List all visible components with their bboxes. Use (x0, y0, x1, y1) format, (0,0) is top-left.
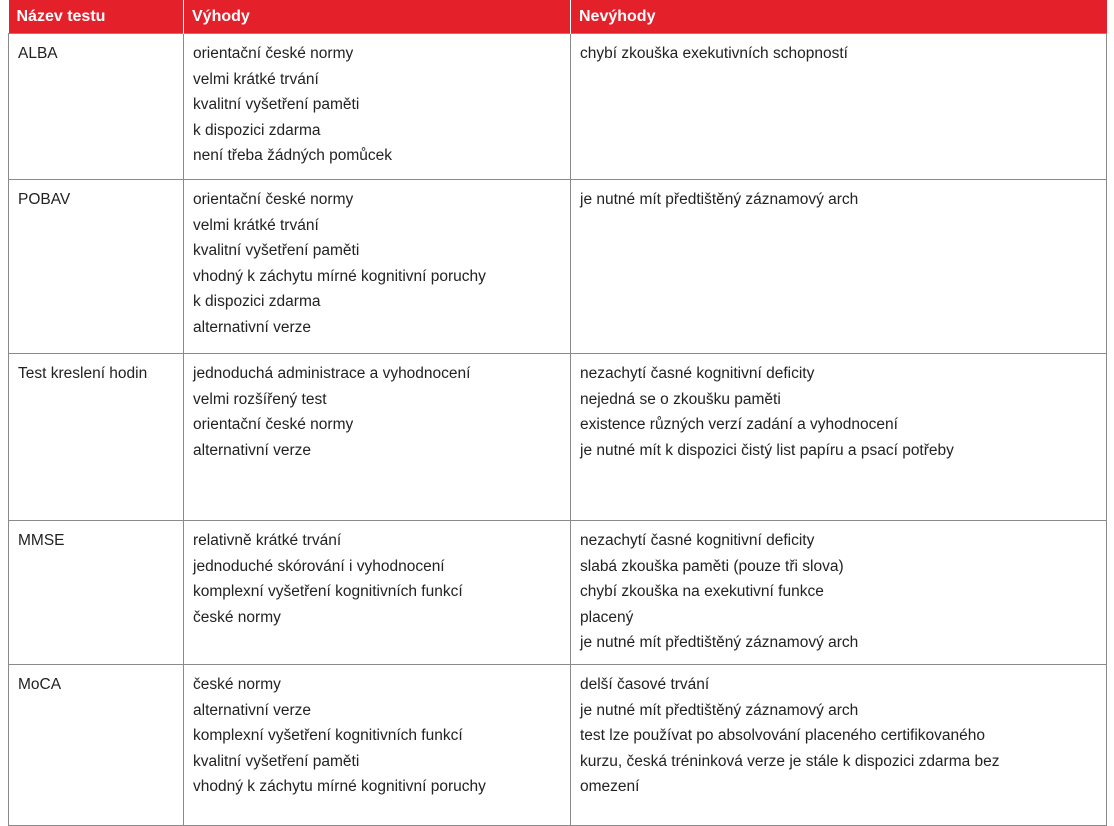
disadvantage-item: placený (580, 608, 634, 626)
advantage-item: k dispozici zdarma (193, 293, 321, 311)
advantage-item: české normy (193, 608, 281, 626)
advantage-item: vhodný k záchytu mírné kognitivní poruchy (193, 267, 486, 285)
advantage-item: vhodný k záchytu mírné kognitivní poruchy (193, 778, 486, 796)
header-row (9, 0, 1107, 34)
test-name-cell: MoCA (9, 665, 184, 826)
advantage-item: velmi krátké trvání (193, 70, 319, 88)
disadvantage-item: chybí zkouška exekutivních schopností (580, 45, 848, 62)
advantage-item: orientační české normy (193, 191, 354, 208)
advantage-item: velmi rozšířený test (193, 390, 327, 408)
disadvantages-cell (571, 180, 1107, 354)
test-name-cell: MMSE (9, 521, 184, 665)
disadvantage-item: delší časové trvání (580, 676, 710, 693)
disadvantage-item: je nutné mít předtištěný záznamový arch (580, 634, 859, 652)
advantages-cell (184, 521, 571, 665)
test-name-cell: ALBA (9, 34, 184, 180)
advantage-item: komplexní vyšetření kognitivních funkcí (193, 583, 463, 601)
disadvantages-cell (571, 665, 1107, 826)
advantage-item: alternativní verze (193, 701, 312, 719)
advantage-item: velmi krátké trvání (193, 216, 319, 234)
disadvantages-cell (571, 34, 1107, 180)
advantage-item: není třeba žádných pomůcek (193, 147, 393, 165)
disadvantage-item: test lze používat po absolvování placeného certifikovaného (580, 727, 985, 745)
advantage-item: jednoduchá administrace a vyhodnocení (193, 365, 471, 382)
header-test-name: Název testu (9, 0, 184, 34)
disadvantages-cell (571, 521, 1107, 665)
advantages-cell (184, 354, 571, 521)
disadvantage-item: kurzu, česká tréninková verze je stále k dispozici zdarma bez (580, 752, 1000, 770)
advantage-item: kvalitní vyšetření paměti (193, 752, 360, 770)
advantage-item: relativně krátké trvání (193, 532, 342, 549)
disadvantage-item: je nutné mít předtištěný záznamový arch (580, 191, 859, 208)
test-name-cell: Test kreslení hodin (9, 354, 184, 521)
disadvantage-item: nezachytí časné kognitivní deficity (580, 365, 815, 382)
disadvantage-item: je nutné mít předtištěný záznamový arch (580, 701, 859, 719)
disadvantage-item: nezachytí časné kognitivní deficity (580, 532, 815, 549)
header-disadvantages: Nevýhody (571, 0, 1107, 34)
advantage-item: kvalitní vyšetření paměti (193, 242, 360, 260)
disadvantage-item: existence různých verzí zadání a vyhodnocení (580, 416, 898, 434)
header-advantages: Výhody (184, 0, 571, 34)
advantage-item: orientační české normy (193, 45, 354, 62)
table-row (9, 180, 1107, 354)
disadvantage-item: je nutné mít k dispozici čistý list papíru a psací potřeby (580, 441, 954, 459)
advantages-cell (184, 180, 571, 354)
table-header (9, 0, 1107, 34)
advantage-item: orientační české normy (193, 416, 354, 434)
disadvantage-item: nejedná se o zkoušku paměti (580, 390, 781, 408)
table-row (9, 665, 1107, 826)
advantage-item: alternativní verze (193, 318, 312, 336)
test-name-cell: POBAV (9, 180, 184, 354)
advantages-cell (184, 34, 571, 180)
advantage-item: české normy (193, 676, 281, 693)
advantages-cell (184, 665, 571, 826)
advantage-item: kvalitní vyšetření paměti (193, 96, 360, 114)
advantage-item: komplexní vyšetření kognitivních funkcí (193, 727, 463, 745)
table-row (9, 354, 1107, 521)
disadvantage-item: slabá zkouška paměti (pouze tři slova) (580, 557, 844, 575)
advantage-item: k dispozici zdarma (193, 121, 321, 139)
disadvantage-item: chybí zkouška na exekutivní funkce (580, 583, 824, 601)
table-row (9, 521, 1107, 665)
table-row (9, 34, 1107, 180)
advantage-item: jednoduché skórování i vyhodnocení (193, 557, 445, 575)
advantage-item: alternativní verze (193, 441, 312, 459)
table-body (9, 34, 1107, 826)
test-comparison-table (8, 0, 1107, 826)
disadvantages-cell (571, 354, 1107, 521)
document-page (8, 0, 1106, 826)
disadvantage-item: omezení (580, 778, 640, 796)
